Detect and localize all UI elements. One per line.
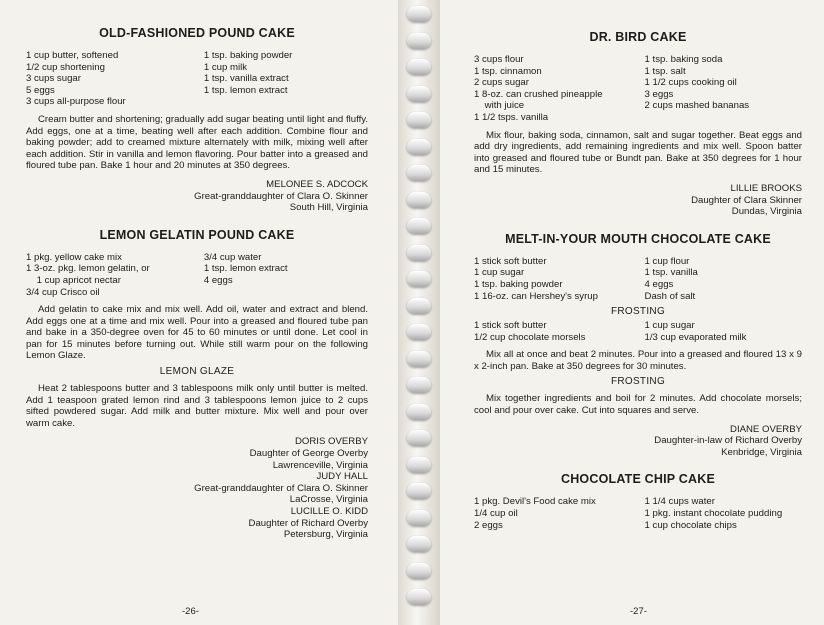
line-item: 1 tsp. lemon extract	[203, 263, 288, 275]
binding-ring	[407, 457, 431, 473]
ingredients	[474, 54, 802, 124]
binding-ring	[407, 112, 431, 128]
line-item: 1 tsp. baking powder	[203, 50, 293, 61]
line-item: JUDY HALL	[316, 471, 368, 483]
line-item: 2 cups mashed bananas	[644, 100, 750, 112]
ingredients-left	[474, 256, 645, 302]
line-item: 1 stick soft butter	[474, 255, 547, 267]
binding-ring	[407, 430, 431, 446]
ingredients-right	[645, 496, 802, 531]
line-item: DIANE OVERBY	[730, 423, 802, 435]
binding-ring	[407, 563, 431, 579]
binding-ring	[407, 536, 431, 552]
line-item: Petersburg, Virginia	[283, 529, 368, 541]
binding-ring	[407, 192, 431, 208]
directions: Add gelatin to cake mix and mix well. Add oil, water and extract and blend. Add eggs one at a time and mix well. Pour into a greased and floured tube pan and bake in a 350-degree oven for 45 to 60 minutes or until done. Let cool in pan for 15 minutes before turning out. While still warm pour on the following Lemon Glaze.	[26, 304, 368, 362]
line-item: 1 tsp. lemon extract	[203, 84, 288, 96]
glaze-directions: Heat 2 tablespoons butter and 3 tablespoons milk only until butter is melted. Add 1 teaspoon grated lemon rind and 3 tablespoons lemon juice to 2 cups sifted powdered sugar. Add milk and butter mixture. Mix well and pour over warm cake.	[26, 383, 368, 429]
binding-ring	[407, 218, 431, 234]
line-item: 1 pkg. Devil's Food cake mix	[474, 496, 596, 508]
frosting-title: FROSTING	[610, 376, 666, 388]
ingredients-right	[204, 50, 368, 108]
binding-ring	[407, 351, 431, 367]
contributor	[26, 179, 368, 214]
line-item: 3 cups all-purpose flour	[26, 96, 126, 108]
line-item: Great-granddaughter of Clara O. Skinner	[194, 482, 368, 494]
binding-ring	[407, 404, 431, 420]
line-item: LILLIE BROOKS	[730, 182, 802, 194]
binding-ring	[407, 165, 431, 181]
line-item: 1 cup butter, softened	[26, 50, 119, 61]
binding-ring	[407, 86, 431, 102]
spiral-binding	[398, 0, 440, 625]
line-item: 1 tsp. vanilla	[644, 267, 698, 279]
binding-ring	[407, 139, 431, 155]
line-item: 1 tsp. vanilla extract	[203, 73, 289, 85]
line-item: Daughter of Clara Skinner	[691, 194, 802, 206]
line-item: Lawrenceville, Virginia	[272, 459, 368, 471]
line-item: 1 3-oz. pkg. lemon gelatin, or	[26, 263, 150, 275]
line-item: with juice	[474, 100, 525, 112]
frosting-right	[645, 320, 802, 343]
line-item: 1 16-oz. can Hershey's syrup	[474, 290, 598, 302]
line-item: 1/4 cup oil	[474, 508, 518, 520]
line-item: Dash of salt	[644, 290, 696, 302]
line-item: 1 cup flour	[644, 255, 690, 267]
ingredients-left	[474, 496, 645, 531]
line-item: 3/4 cup Crisco oil	[26, 286, 100, 298]
binding-ring	[407, 6, 431, 22]
ingredients	[474, 256, 802, 302]
ingredients	[26, 252, 368, 298]
left-page	[0, 0, 398, 625]
line-item: 1/2 cup shortening	[26, 61, 105, 73]
line-item: 1 tsp. salt	[644, 65, 686, 77]
contributor	[474, 183, 802, 218]
line-item: 2 eggs	[474, 519, 503, 531]
frosting-directions: Mix together ingredients and boil for 2 minutes. Add chocolate morsels; cool and pour over cake. Cut into squares and serve.	[474, 393, 802, 417]
line-item: 1 8-oz. can crushed pineapple	[474, 88, 603, 100]
line-item: 5 eggs	[26, 84, 55, 96]
binding-ring	[407, 589, 431, 605]
line-item: 3 eggs	[644, 88, 674, 100]
page-number: -26-	[182, 606, 199, 617]
line-item: 4 eggs	[203, 274, 233, 286]
recipe-title: DR. BIRD CAKE	[589, 30, 687, 44]
glaze-title: LEMON GLAZE	[159, 366, 235, 378]
line-item: 3 cups sugar	[26, 73, 81, 85]
frosting-left	[474, 320, 645, 343]
contributor	[26, 436, 368, 540]
line-item: 3 cups flour	[474, 54, 524, 65]
line-item: LaCrosse, Virginia	[289, 494, 368, 506]
line-item: 4 eggs	[644, 278, 674, 290]
line-item: LUCILLE O. KIDD	[290, 506, 368, 517]
recipe-title: LEMON GELATIN POUND CAKE	[99, 227, 295, 242]
line-item: 1 1/2 tsps. vanilla	[474, 111, 549, 123]
binding-ring	[407, 271, 431, 287]
line-item: 1 cup sugar	[644, 320, 695, 332]
line-item: 1 pkg. instant chocolate pudding	[644, 508, 783, 520]
ingredients-left	[26, 50, 204, 108]
directions: Cream butter and shortening; gradually add sugar beating until light and fluffy. Add eggs, one at a time, beating well after each addition. Combine flour and baking powder; add to creamed mixture alternately with milk, mixing well after each addition. Stir in vanilla and lemon flavoring. Pour batter into a greased and floured tube pan. Bake 1 hour and 20 minutes at 350 degrees.	[26, 113, 368, 172]
line-item: Dundas, Virginia	[731, 206, 802, 218]
line-item: 1/3 cup evaporated milk	[644, 331, 747, 343]
recipe-title: MELT-IN-YOUR MOUTH CHOCOLATE CAKE	[505, 231, 771, 246]
ingredients	[474, 496, 802, 531]
line-item: 2 cups sugar	[474, 77, 529, 89]
line-item: MELONEE S. ADCOCK	[266, 178, 368, 190]
ingredients	[26, 50, 368, 108]
line-item: DORIS OVERBY	[294, 436, 368, 448]
binding-ring	[407, 245, 431, 261]
ingredients-right	[645, 54, 802, 124]
line-item: 1 1/2 cups cooking oil	[644, 77, 737, 89]
line-item: 1 cup milk	[203, 61, 248, 73]
contributor	[474, 424, 802, 459]
binding-ring	[407, 483, 431, 499]
line-item: Daughter of George Overby	[249, 448, 368, 460]
line-item: 1 tsp. cinnamon	[474, 65, 542, 77]
line-item: 1 stick soft butter	[474, 320, 547, 332]
binding-ring	[407, 298, 431, 314]
line-item: 1/2 cup chocolate morsels	[474, 331, 586, 343]
directions: Mix flour, baking soda, cinnamon, salt and sugar together. Beat eggs and add dry ingredients, add remaining ingredients and mix well. Spoon batter into greased and floured tube or Bundt pan. Bake at 350 degrees for 1 hour and 15 minutes.	[474, 129, 802, 176]
ingredients-right	[645, 256, 802, 302]
line-item: 1 tsp. baking soda	[644, 54, 723, 65]
line-item: Great-granddaughter of Clara O. Skinner	[194, 190, 368, 202]
binding-ring	[407, 33, 431, 49]
line-item: 3/4 cup water	[203, 251, 262, 263]
line-item: Daughter of Richard Overby	[248, 517, 368, 529]
frosting-ingredients	[474, 320, 802, 343]
line-item: 1 1/4 cups water	[644, 496, 715, 508]
line-item: 1 pkg. yellow cake mix	[26, 251, 122, 263]
line-item: 1 cup sugar	[474, 267, 525, 279]
line-item: Daughter-in-law of Richard Overby	[654, 435, 802, 447]
ingredients-left	[26, 252, 204, 298]
binding-ring	[407, 59, 431, 75]
binding-ring	[407, 324, 431, 340]
line-item: 1 tsp. baking powder	[474, 278, 563, 290]
line-item: 1 cup chocolate chips	[644, 519, 737, 531]
ingredients-right	[204, 252, 368, 298]
ingredients-left	[474, 54, 645, 124]
line-item: South Hill, Virginia	[289, 202, 368, 214]
page-number: -27-	[630, 606, 647, 617]
recipe-title: CHOCOLATE CHIP CAKE	[560, 472, 716, 487]
binding-ring	[407, 510, 431, 526]
recipe-title: OLD-FASHIONED POUND CAKE	[99, 26, 295, 40]
line-item: 1 cup apricot nectar	[26, 274, 121, 286]
binding-ring	[407, 377, 431, 393]
frosting-title: FROSTING	[610, 306, 666, 318]
line-item: Kenbridge, Virginia	[721, 446, 802, 458]
right-page	[440, 0, 824, 625]
directions: Mix all at once and beat 2 minutes. Pour into a greased and floured 13 x 9 x 2-inch pan. Bake at 350 degrees for 30 minutes.	[474, 349, 802, 372]
